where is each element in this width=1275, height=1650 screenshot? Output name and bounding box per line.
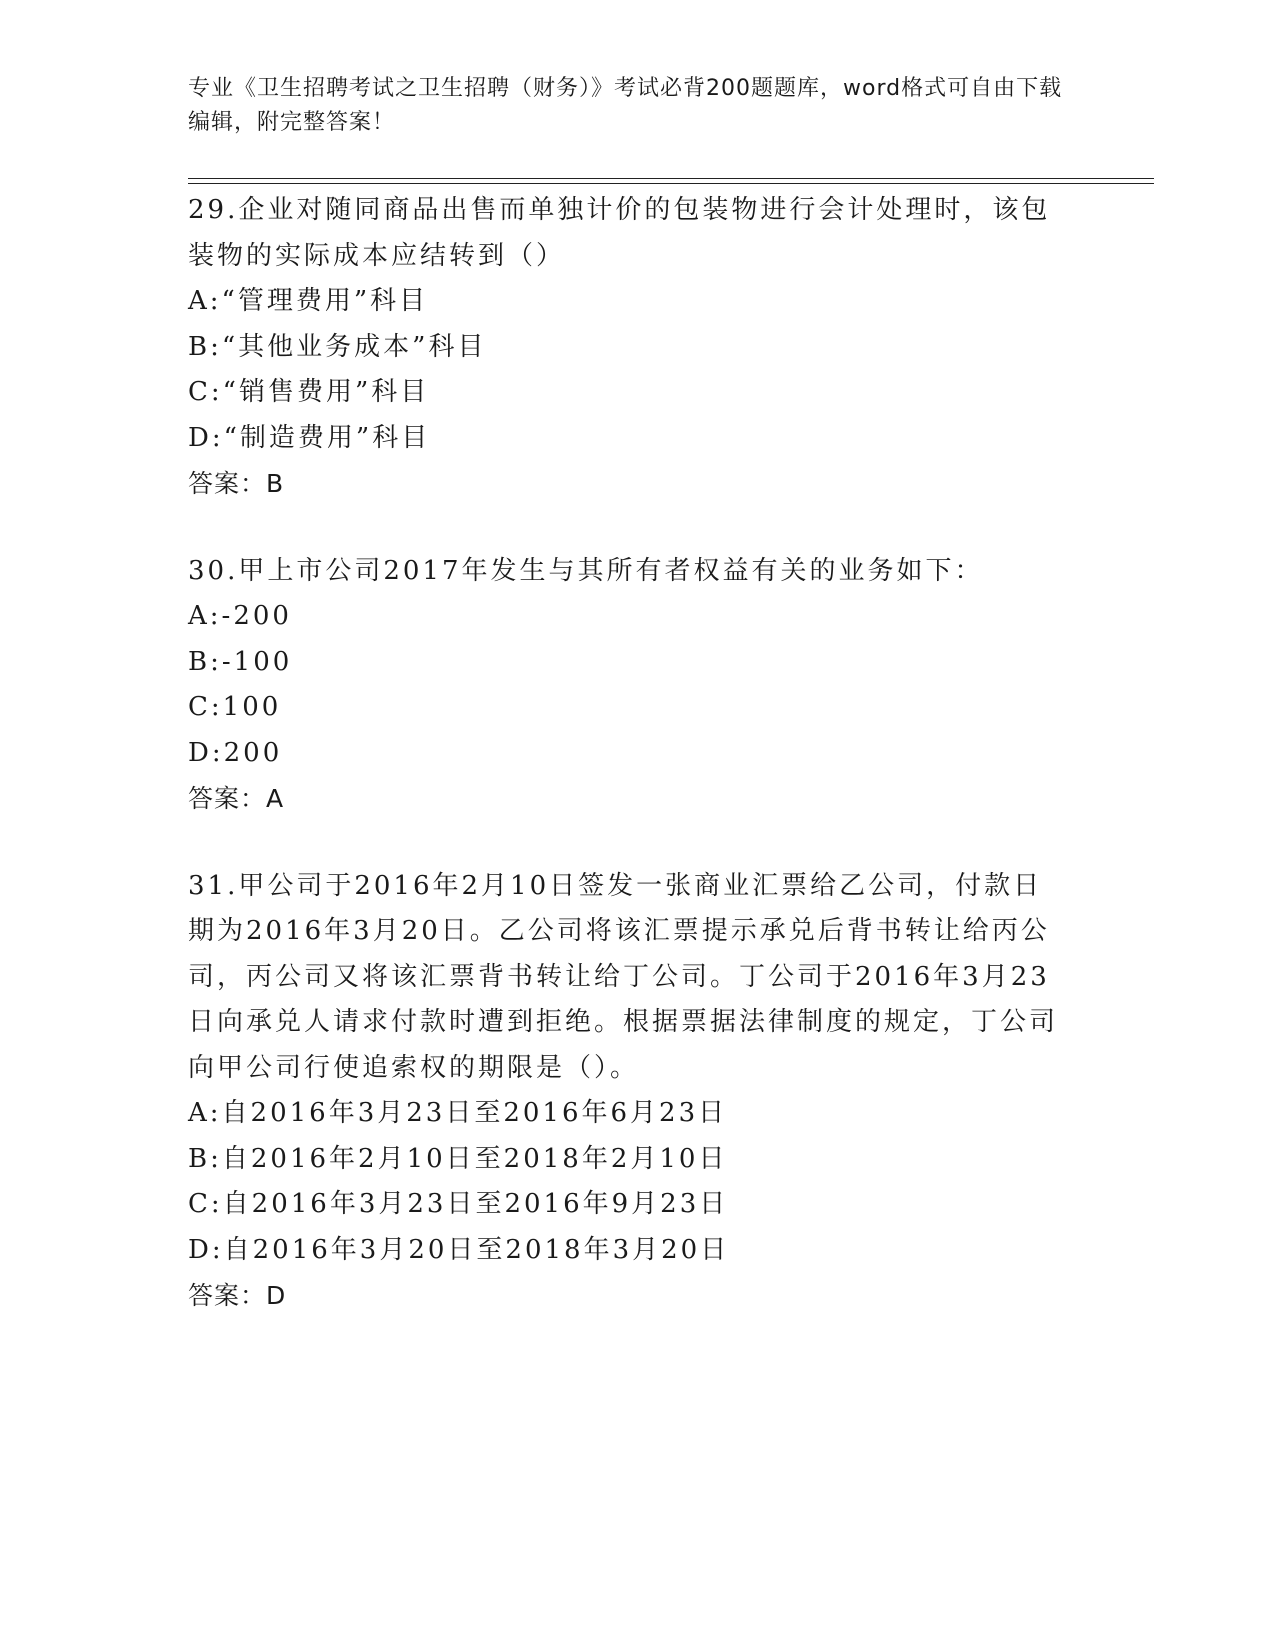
answer-line: 答案：A (188, 784, 285, 813)
option-b: B:自2016年2月10日至2018年2月10日 (188, 1143, 728, 1174)
option-a: A:-200 (188, 601, 292, 631)
option-d: D:自2016年3月20日至2018年3月20日 (188, 1234, 730, 1265)
header-divider-bottom (188, 183, 1154, 184)
document-header: 专业《卫生招聘考试之卫生招聘（财务）》考试必背200题题库，word格式可自由下载编辑，附完整答案！ (188, 76, 1063, 135)
question-stem: 30.甲上市公司2017年发生与其所有者权益有关的业务如下： (188, 555, 984, 586)
option-d: D:200 (188, 737, 283, 768)
question-list (188, 188, 1088, 1361)
answer-line: 答案：B (188, 469, 285, 498)
option-b: B:-100 (188, 646, 293, 677)
option-a: A:自2016年3月23日至2016年6月23日 (188, 1098, 728, 1128)
option-c: C:100 (188, 692, 282, 722)
question-stem: 29.企业对随同商品出售而单独计价的包装物进行会计处理时，该包装物的实际成本应结转到（） (188, 195, 1051, 271)
question-29 (188, 188, 1088, 507)
question-30 (188, 549, 1088, 822)
option-b: B:“其他业务成本”科目 (188, 331, 487, 362)
answer-line: 答案：D (188, 1281, 287, 1310)
question-stem: 31.甲公司于2016年2月10日签发一张商业汇票给乙公司，付款日期为2016年3月20日。乙公司将该汇票提示承兑后背书转让给丙公司，丙公司又将该汇票背书转让给丁公司。丁公司于2016年3月23日向承兑人请求付款时遭到拒绝。根据票据法律制度的规定，丁公司向甲公司行使追索权的期限是（）。 (188, 870, 1059, 1083)
header-divider-top (188, 178, 1154, 179)
option-c: C:“销售费用”科目 (188, 377, 430, 407)
option-a: A:“管理费用”科目 (188, 286, 429, 316)
question-31 (188, 864, 1088, 1319)
option-d: D:“制造费用”科目 (188, 422, 431, 453)
option-c: C:自2016年3月23日至2016年9月23日 (188, 1189, 729, 1219)
